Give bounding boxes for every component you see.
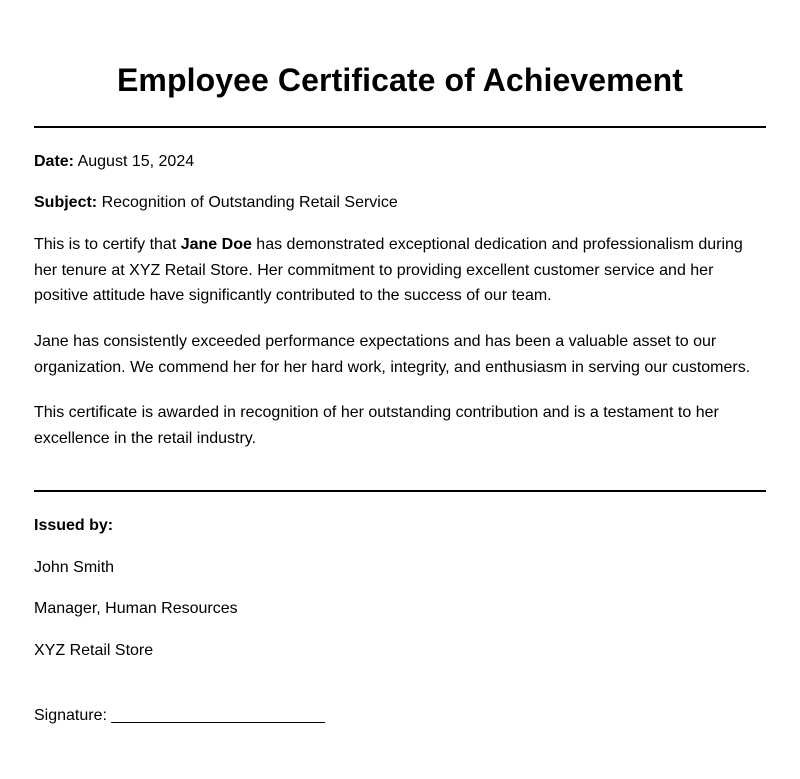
subject-value: Recognition of Outstanding Retail Service <box>101 194 398 211</box>
certification-text-after: has demonstrated exceptional dedication and professionalism during her tenure at XYZ Retail Store. Her commitment to providing excellent customer service and her positive attitude have significantly contributed to the success of our team. <box>34 236 743 304</box>
issuer-title: Manager, Human Resources <box>34 600 238 617</box>
certification-text-before: This is to certify that <box>34 236 181 253</box>
signature-blank: ________________________ <box>111 707 325 724</box>
subject-line <box>34 190 766 216</box>
date-line <box>34 149 766 175</box>
issuer-name: John Smith <box>34 559 115 576</box>
award-paragraph: This certificate is awarded in recognition of her outstanding contribution and is a testament to her excellence in the retail industry. <box>34 404 719 447</box>
date-label: Date: <box>34 153 75 170</box>
issued-by-label: Issued by: <box>34 517 114 534</box>
performance-paragraph: Jane has consistently exceeded performance expectations and has been a valuable asset to our organization. We commend her for her hard work, integrity, and enthusiasm in serving our customers. <box>34 333 751 376</box>
signature-label: Signature: <box>34 707 107 724</box>
document-title: Employee Certificate of Achievement <box>116 62 684 98</box>
recipient-name: Jane Doe <box>180 236 252 253</box>
date-value: August 15, 2024 <box>77 153 195 170</box>
signature-line <box>34 703 766 729</box>
subject-label: Subject: <box>34 194 98 211</box>
top-divider <box>34 126 766 128</box>
certification-paragraph <box>34 232 754 309</box>
bottom-divider <box>34 490 766 492</box>
issuer-organization: XYZ Retail Store <box>34 642 154 659</box>
